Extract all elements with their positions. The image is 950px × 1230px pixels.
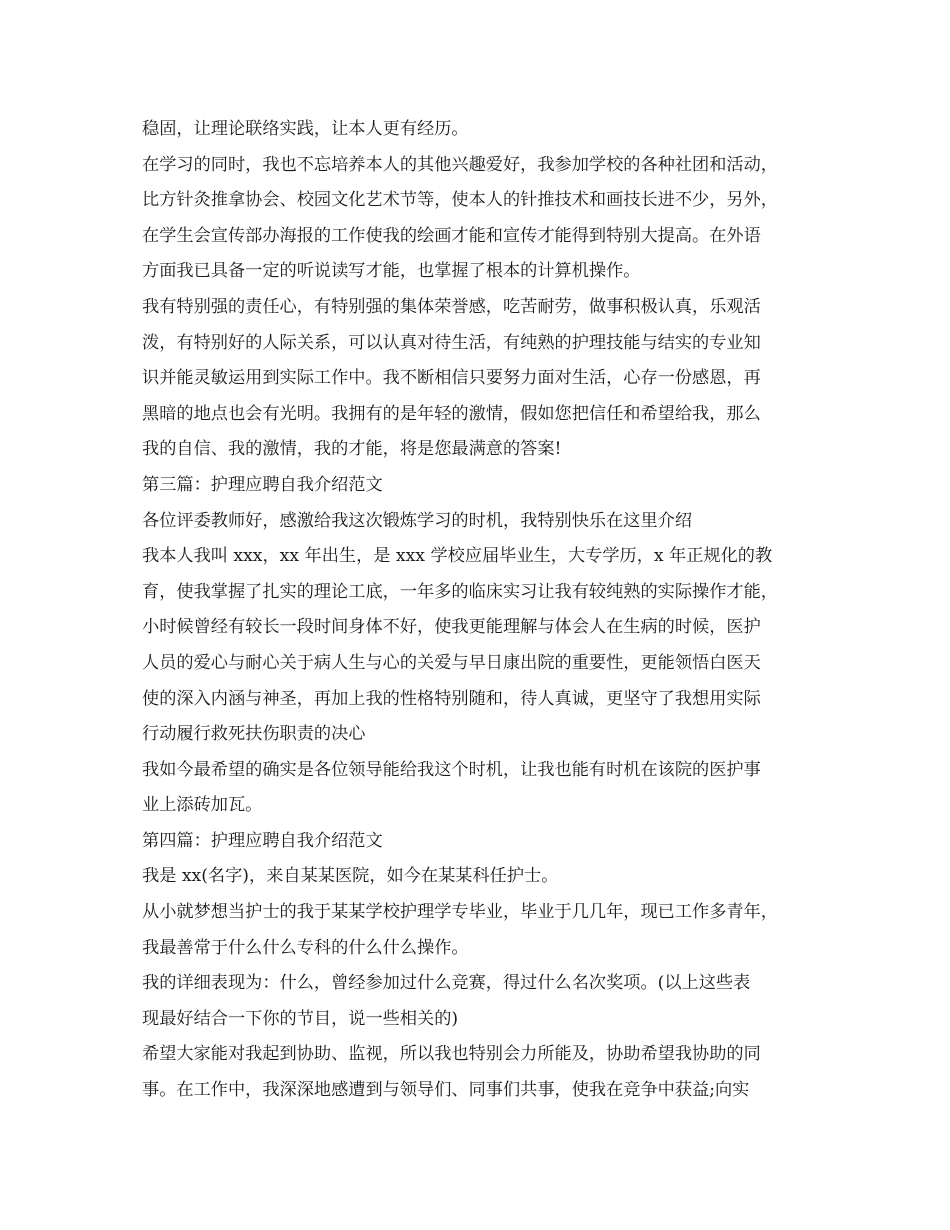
text-line: 育，使我掌握了扎实的理论工底，一年多的临床实习让我有较纯熟的实际操作才能， (142, 581, 778, 602)
text-line: 我有特别强的责任心，有特别强的集体荣誉感，吃苦耐劳，做事积极认真，乐观活 (142, 296, 761, 317)
text-line: 我是 xx(名字)，来自某某医院，如今在某某科任护士。 (142, 866, 559, 887)
text-line: 稳固，让理论联络实践，让本人更有经历。 (142, 119, 469, 139)
document-body (142, 112, 822, 1109)
text-line: 行动履行救死扶伤职责的决心 (142, 724, 366, 745)
text-line: 希望大家能对我起到协助、监视，所以我也特别会力所能及，协助希望我协助的同 (142, 1044, 761, 1065)
text-line: 识并能灵敏运用到实际工作中。我不断相信只要努力面对生活，心存一份感恩，再 (142, 368, 761, 389)
text-line: 小时候曾经有较长一段时间身体不好，使我更能理解与体会人在生病的时候，医护 (142, 617, 761, 638)
text-line: 业上添砖加瓦。 (142, 795, 263, 816)
text-line: 我的详细表现为：什么，曾经参加过什么竞赛，得过什么名次奖项。(以上这些表 (142, 973, 751, 994)
text-line: 使的深入内涵与神圣，再加上我的性格特别随和，待人真诚，更坚守了我想用实际 (142, 688, 761, 709)
text-line: 方面我已具备一定的听说读写才能，也掌握了根本的计算机操作。 (142, 261, 641, 282)
text-line: 泼，有特别好的人际关系，可以认真对待生活，有纯熟的护理技能与结实的专业知 (142, 332, 761, 353)
text-line: 从小就梦想当护士的我于某某学校护理学专毕业，毕业于几几年，现已工作多青年， (142, 902, 778, 923)
text-line: 人员的爱心与耐心关于病人生与心的关爱与早日康出院的重要性，更能领悟白医天 (142, 652, 761, 673)
text-line: 在学生会宣传部办海报的工作使我的绘画才能和宣传才能得到特别大提高。在外语 (142, 225, 761, 246)
text-line: 事。在工作中，我深深地感遭到与领导们、同事们共事，使我在竞争中获益;向实 (142, 1080, 750, 1101)
text-line: 现最好结合一下你的节目，说一些相关的) (142, 1008, 459, 1029)
text-line: 各位评委教师好，感激给我这次锻炼学习的时机，我特别快乐在这里介绍 (142, 510, 693, 531)
text-line: 我最善常于什么什么专科的什么什么操作。 (142, 937, 469, 958)
text-line: 黑暗的地点也会有光明。我拥有的是年轻的激情，假如您把信任和希望给我，那么 (142, 403, 761, 424)
text-line: 在学习的同时，我也不忘培养本人的其他兴趣爱好，我参加学校的各种社团和活动， (142, 154, 778, 175)
text-line: 比方针灸推拿协会、校园文化艺术节等，使本人的针推技术和画技长进不少，另外， (142, 190, 778, 211)
section-heading: 第四篇：护理应聘自我介绍范文 (142, 830, 383, 851)
section-heading: 第三篇：护理应聘自我介绍范文 (142, 474, 383, 495)
text-line: 我本人我叫 xxx，xx 年出生，是 xxx 学校应届毕业生，大专学历，x 年正规化的教 (142, 546, 773, 567)
text-line: 我的自信、我的激情，我的才能，将是您最满意的答案! (142, 439, 562, 460)
text-line: 我如今最希望的确实是各位领导能给我这个时机，让我也能有时机在该院的医护事 (142, 759, 761, 780)
